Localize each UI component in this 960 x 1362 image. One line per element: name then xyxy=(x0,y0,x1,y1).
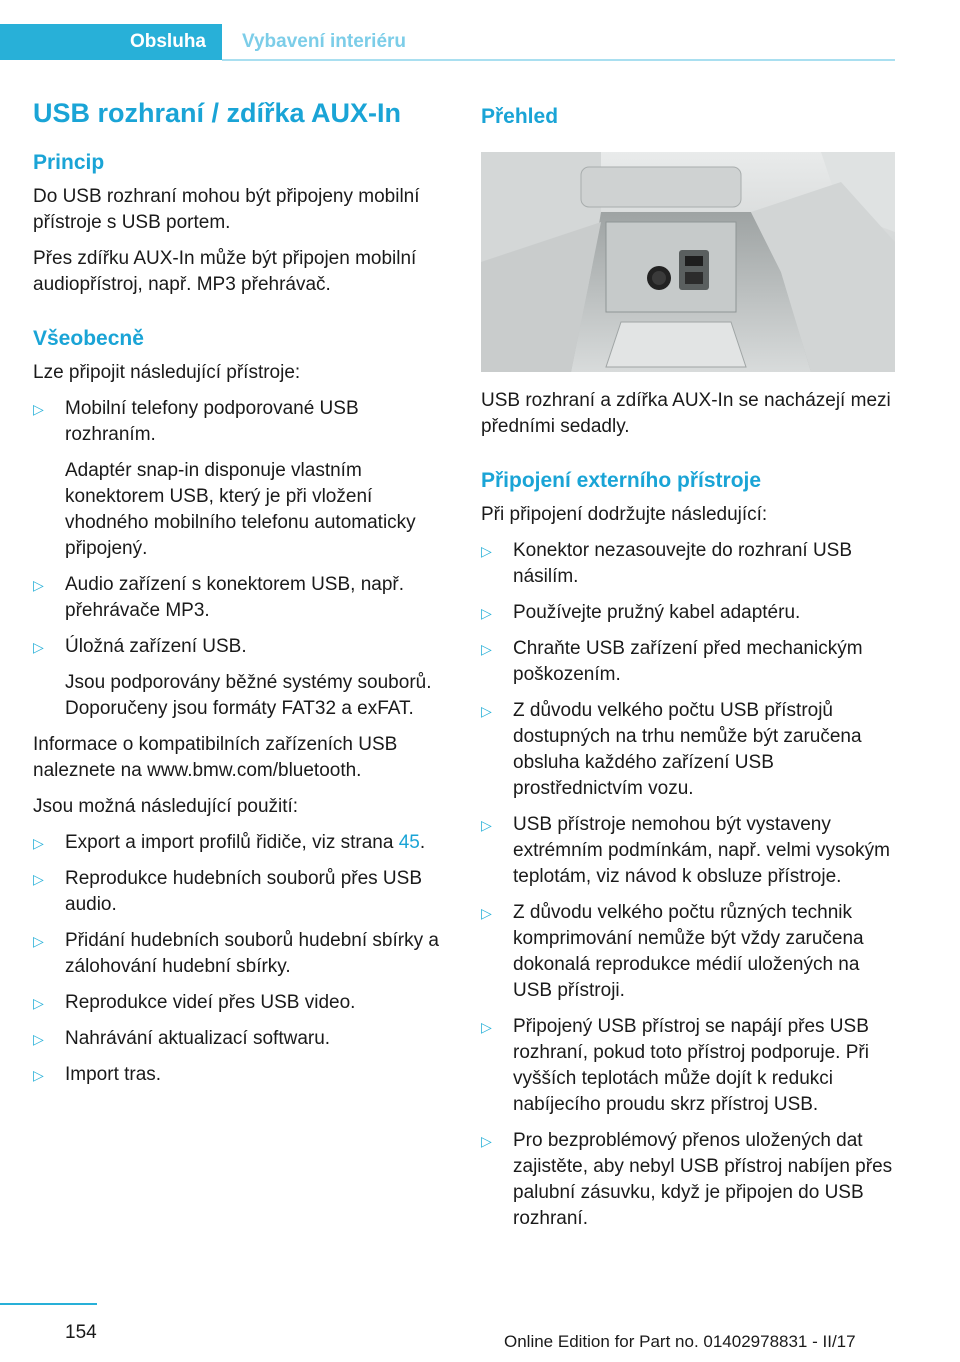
list-item xyxy=(33,396,453,562)
list-item xyxy=(481,1128,895,1232)
list-item xyxy=(481,698,895,802)
tab-obsluha-label: Obsluha xyxy=(129,31,206,52)
list-item xyxy=(33,572,453,624)
list-item xyxy=(33,928,453,980)
device-list xyxy=(33,396,453,722)
triangle-bullet-icon: ▷ xyxy=(481,543,492,559)
triangle-bullet-icon: ▷ xyxy=(33,639,44,655)
triangle-bullet-icon: ▷ xyxy=(33,835,44,851)
general-heading: Všeobecně xyxy=(33,327,144,350)
list-item xyxy=(481,812,895,890)
triangle-bullet-icon: ▷ xyxy=(33,995,44,1011)
triangle-bullet-icon: ▷ xyxy=(481,641,492,657)
connect-text: Konektor nezasouvejte do rozhraní USB násilím. xyxy=(513,540,853,587)
connect-list xyxy=(481,538,895,1232)
connect-text: USB přístroje nemohou být vystaveny extrémním podmínkám, např. velmi vysokým teplotám, viz návod k obsluze přístroje. xyxy=(513,814,890,887)
use-text: Export a import profilů řidiče, viz strana xyxy=(65,832,399,853)
overview-heading: Přehled xyxy=(481,105,559,128)
general-intro: Lze připojit následující přístroje: xyxy=(33,362,301,383)
page-title: USB rozhraní / zdířka AUX-In xyxy=(33,98,402,128)
footer-divider xyxy=(0,1303,97,1305)
principle-paragraph-2: Přes zdířku AUX-In může být připojen mobilní audiopřístroj, např. MP3 přehrávač. xyxy=(33,248,417,295)
uses-list xyxy=(33,830,453,1088)
triangle-bullet-icon: ▷ xyxy=(33,577,44,593)
triangle-bullet-icon: ▷ xyxy=(481,605,492,621)
triangle-bullet-icon: ▷ xyxy=(33,1067,44,1083)
triangle-bullet-icon: ▷ xyxy=(481,1133,492,1149)
principle-heading: Princip xyxy=(33,151,105,174)
use-text: Reprodukce videí přes USB video. xyxy=(65,992,356,1013)
use-text-after: . xyxy=(419,832,426,853)
device-text: Úložná zařízení USB. xyxy=(65,636,247,657)
connect-text: Pro bezproblémový přenos uložených dat zajistěte, aby nebyl USB přístroj nabíjen přes palubní zásuvku, když je připojen do USB rozhraní. xyxy=(513,1130,893,1229)
tab-vybaveni-interieru[interactable] xyxy=(242,24,406,60)
use-text: Nahrávání aktualizací softwaru. xyxy=(65,1028,331,1049)
usb-aux-photo xyxy=(481,152,895,372)
connect-text: Z důvodu velkého počtu různých technik komprimování nemůže být vždy zaručena dokonalá reprodukce médií uložených na USB přístroji. xyxy=(513,902,864,1001)
use-text: Reprodukce hudebních souborů přes USB audio. xyxy=(65,868,423,915)
list-item xyxy=(481,538,895,590)
triangle-bullet-icon: ▷ xyxy=(33,1031,44,1047)
page-link[interactable]: 45 xyxy=(398,832,420,853)
device-subtext: Jsou podporovány běžné systémy souborů. Doporučeny jsou formáty FAT32 a exFAT. xyxy=(65,672,432,719)
uses-intro: Jsou možná následující použití: xyxy=(33,796,299,817)
compat-paragraph: Informace o kompatibilních zařízeních USB naleznete na www.bmw.com/bluetooth. xyxy=(33,734,398,781)
connect-intro: Při připojení dodržujte následující: xyxy=(481,504,768,525)
list-item xyxy=(33,1062,453,1088)
triangle-bullet-icon: ▷ xyxy=(481,817,492,833)
triangle-bullet-icon: ▷ xyxy=(481,703,492,719)
list-item xyxy=(33,866,453,918)
right-column xyxy=(481,96,895,1242)
use-text: Přidání hudebních souborů hudební sbírky a zálohování hudební sbírky. xyxy=(65,930,439,977)
connect-text: Připojený USB přístroj se napájí přes USB rozhraní, pokud toto přístroj podporuje. Při vyšších teplotách může dojít k redukci nabíjecího proudu skrz přístroj USB. xyxy=(513,1016,869,1115)
header-tabs xyxy=(0,24,895,62)
list-item xyxy=(33,1026,453,1052)
triangle-bullet-icon: ▷ xyxy=(33,933,44,949)
connect-heading: Připojení externího přístroje xyxy=(481,469,762,492)
connect-text: Z důvodu velkého počtu USB přístrojů dostupných na trhu nemůže být zaručena obsluha každého zařízení USB prostřednictvím vozu. xyxy=(513,700,862,799)
list-item xyxy=(33,634,453,722)
device-text: Audio zařízení s konektorem USB, např. přehrávače MP3. xyxy=(65,574,404,621)
photo-caption: USB rozhraní a zdířka AUX-In se nacházejí mezi předními sedadly. xyxy=(481,390,891,437)
triangle-bullet-icon: ▷ xyxy=(33,871,44,887)
list-item xyxy=(481,636,895,688)
triangle-bullet-icon: ▷ xyxy=(33,401,44,417)
tab-vybaveni-label: Vybavení interiéru xyxy=(242,31,407,52)
header-divider xyxy=(222,59,895,61)
edition-note: Online Edition for Part no. 01402978831 - II/17 xyxy=(504,1332,856,1351)
principle-paragraph-1: Do USB rozhraní mohou být připojeny mobilní přístroje s USB portem. xyxy=(33,186,420,233)
list-item xyxy=(481,600,895,626)
page-number: 154 xyxy=(65,1322,97,1343)
triangle-bullet-icon: ▷ xyxy=(481,1019,492,1035)
tab-obsluha[interactable] xyxy=(0,24,222,60)
use-text: Import tras. xyxy=(65,1064,162,1085)
list-item xyxy=(33,990,453,1016)
list-item xyxy=(33,830,453,856)
device-subtext: Adaptér snap-in disponuje vlastním konektorem USB, který je při vložení vhodného mobilního telefonu automaticky připojený. xyxy=(65,460,416,559)
left-column xyxy=(33,96,453,1098)
device-text: Mobilní telefony podporované USB rozhraním. xyxy=(65,398,359,445)
connect-text: Chraňte USB zařízení před mechanickým poškozením. xyxy=(513,638,863,685)
triangle-bullet-icon: ▷ xyxy=(481,905,492,921)
connect-text: Používejte pružný kabel adaptéru. xyxy=(513,602,801,623)
list-item xyxy=(481,1014,895,1118)
list-item xyxy=(481,900,895,1004)
